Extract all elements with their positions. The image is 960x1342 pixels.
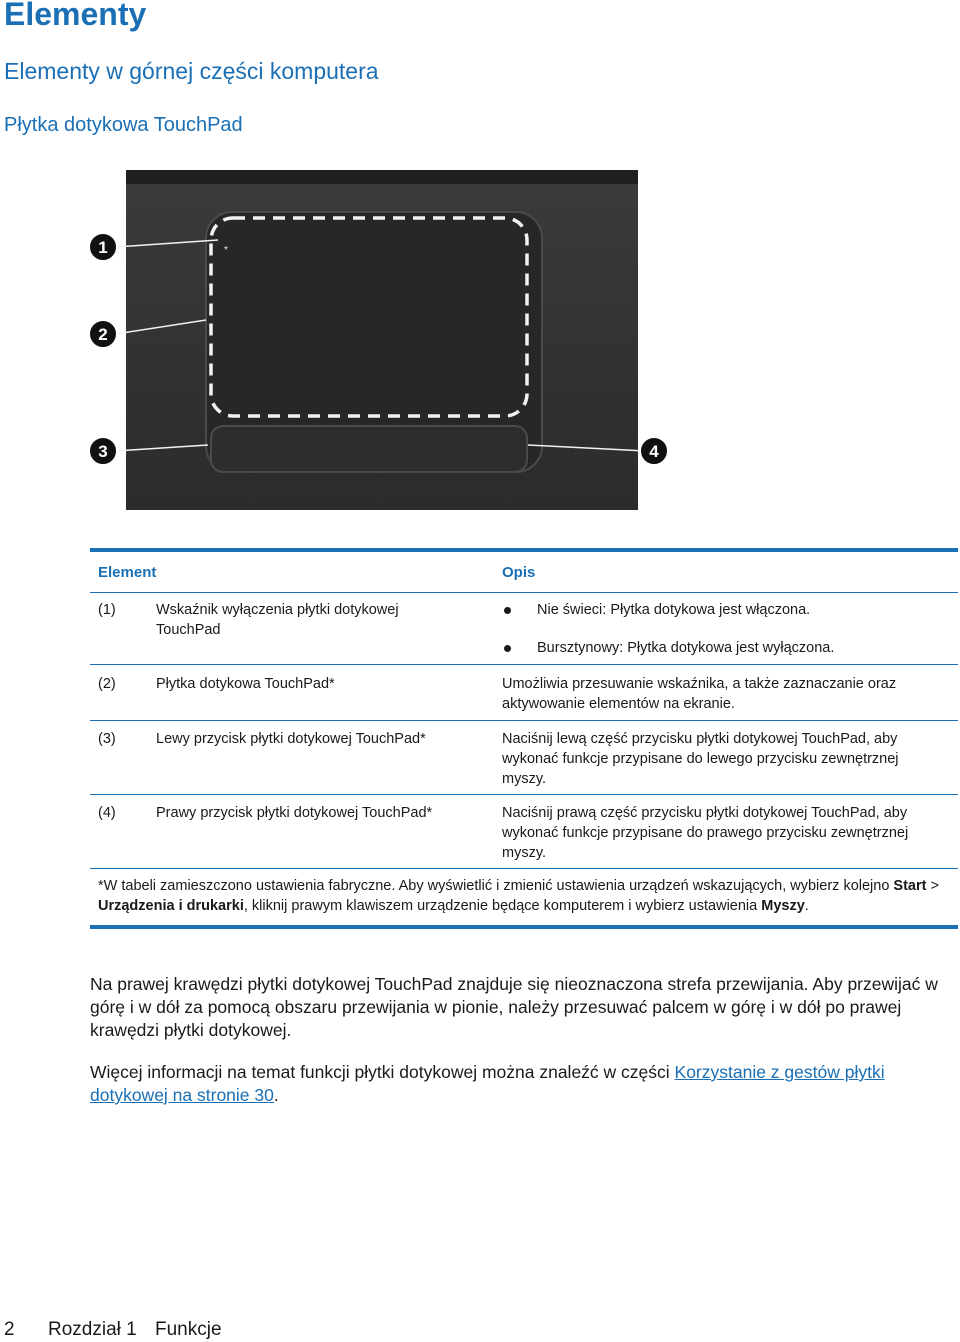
subsection-heading: Płytka dotykowa TouchPad (4, 114, 243, 136)
bullet (504, 645, 511, 652)
section-heading: Elementy w górnej części komputera (4, 58, 379, 84)
callout-4 (640, 437, 668, 465)
chapter-label: Rozdział 1 (48, 1319, 137, 1340)
column-header-description: Opis (502, 564, 536, 581)
callout-3-label: 3 (98, 442, 108, 461)
indicator-mark: * (224, 245, 228, 256)
more-info-text: Więcej informacji na temat funkcji płytki dotykowej można znaleźć w części (90, 1062, 675, 1082)
row-2-description: Umożliwia przesuwanie wskaźnika, a także zaznaczanie oraz aktywowanie elementów na ekranie. (502, 676, 897, 712)
note-mouse: Myszy (761, 898, 805, 914)
row-rule (90, 720, 958, 721)
table-note (98, 876, 954, 916)
header-rule (90, 592, 958, 593)
row-2-number: (2) (98, 676, 116, 692)
row-4-element: Prawy przycisk płytki dotykowej TouchPad* (156, 805, 433, 821)
note-start: Start (893, 878, 927, 894)
row-1-number: (1) (98, 602, 116, 618)
scroll-zone-paragraph: Na prawej krawędzi płytki dotykowej TouchPad znajduje się nieoznaczona strefa przewijania. Aby przewijać w górę i w dół za pomocą obszaru przewijania w pionie, należy przesuwać palcem w górę i w dół po prawej krawędzi płytki dotykowej. (90, 974, 938, 1040)
callout-1-label: 1 (98, 238, 108, 257)
chapter-title: Funkcje (155, 1319, 222, 1340)
callout-2 (89, 320, 117, 348)
note-separator: > (926, 878, 939, 894)
note-text: *W tabeli zamieszczono ustawienia fabryczne. Aby wyświetlić i zmienić ustawienia urządzeń wskazujących, wybierz kolejno (98, 878, 894, 894)
note-devices: Urządzenia i drukarki (98, 898, 244, 914)
callout-3 (89, 437, 117, 465)
row-4-number: (4) (98, 805, 116, 821)
callout-2-label: 2 (98, 325, 108, 344)
touchpad-buttons (211, 426, 527, 472)
row-1-element: Wskaźnik wyłączenia płytki dotykowej TouchPad (156, 602, 399, 638)
row-3-element: Lewy przycisk płytki dotykowej TouchPad* (156, 731, 426, 747)
row-2-element: Płytka dotykowa TouchPad* (156, 676, 335, 692)
touchpad-illustration (86, 160, 676, 520)
note-end: . (804, 898, 809, 914)
row-1-bullet-1: Nie świeci: Płytka dotykowa jest włączona. (537, 602, 811, 618)
row-3-number: (3) (98, 731, 116, 747)
gestures-link[interactable]: Korzystanie z gestów płytki dotykowej na stronie 30 (90, 1062, 885, 1105)
callout-1 (89, 233, 117, 261)
page-title: Elementy (4, 0, 147, 32)
more-info-end: . (273, 1085, 279, 1105)
more-info-paragraph (90, 1061, 958, 1107)
table-top-rule (90, 548, 958, 552)
row-rule (90, 664, 958, 665)
components-table (90, 548, 958, 930)
page-number: 2 (4, 1319, 15, 1340)
bullet (504, 607, 511, 614)
row-rule (90, 794, 958, 795)
row-rule (90, 868, 958, 869)
callout-4-label: 4 (649, 442, 659, 461)
table-bottom-rule (90, 925, 958, 929)
column-header-element: Element (98, 564, 157, 581)
row-1-bullet-2: Bursztynowy: Płytka dotykowa jest wyłączona. (537, 640, 835, 656)
note-text-continued: , kliknij prawym klawiszem urządzenie będące komputerem i wybierz ustawienia (243, 898, 762, 914)
row-4-description: Naciśnij prawą część przycisku płytki dotykowej TouchPad, aby wykonać funkcje przypisane do prawego przycisku zewnętrznej myszy. (502, 805, 909, 861)
row-3-description: Naciśnij lewą część przycisku płytki dotykowej TouchPad, aby wykonać funkcje przypisane do lewego przycisku zewnętrznej myszy. (502, 731, 899, 787)
